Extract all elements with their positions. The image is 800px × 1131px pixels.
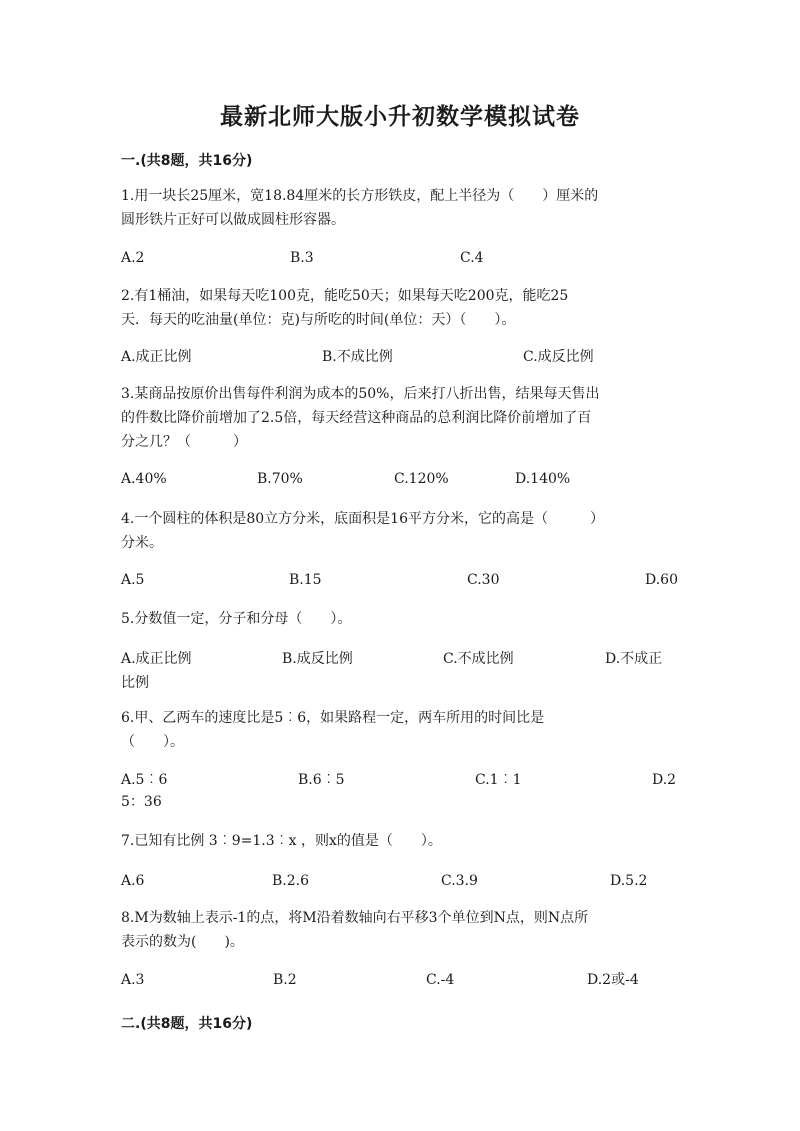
question-1 — [121, 184, 681, 232]
options-3 — [121, 467, 681, 491]
question-text: 4.一个圆柱的体积是80立方分米，底面积是16平方分米，它的高是（ ） — [121, 511, 604, 527]
question-5 — [121, 607, 681, 631]
option-b: B.2.6 — [272, 873, 310, 889]
options-2 — [121, 345, 681, 369]
question-text: 圆形铁片正好可以做成圆柱形容器。 — [121, 212, 345, 228]
question-text: 8.M为数轴上表示-1的点，将M沿着数轴向右平移3个单位到N点，则N点所 — [121, 910, 589, 926]
question-6 — [121, 706, 681, 754]
option-a: A.2 — [121, 250, 145, 266]
option-a: A.40% — [121, 471, 167, 487]
option-d-continuation: 比例 — [121, 675, 149, 691]
option-c: C.成反比例 — [523, 349, 594, 365]
option-c: C.不成比例 — [443, 651, 514, 667]
options-7 — [121, 869, 681, 893]
option-b: B.6︰5 — [298, 772, 345, 788]
question-text: 天．每天的吃油量(单位：克)与所吃的时间(单位：天）（ ）。 — [121, 312, 516, 328]
question-text: 分之几？（ ） — [121, 434, 247, 450]
question-8 — [121, 906, 681, 954]
question-3 — [121, 382, 681, 454]
option-d-continuation: 5：36 — [121, 794, 162, 810]
question-text: 的件数比降价前增加了2.5倍，每天经营这种商品的总利润比降价前增加了百 — [121, 410, 592, 426]
question-4 — [121, 507, 681, 555]
question-text: 5.分数值一定，分子和分母（ ）。 — [121, 611, 352, 627]
options-6 — [121, 768, 681, 792]
option-d: D.2或-4 — [587, 972, 639, 988]
option-a: A.成正比例 — [121, 651, 192, 667]
question-7 — [121, 829, 681, 853]
options-5 — [121, 647, 681, 671]
option-a: A.5 — [121, 572, 145, 588]
option-b: B.3 — [290, 250, 314, 266]
option-d: D.不成正 — [605, 651, 663, 667]
option-c: C.1︰1 — [475, 772, 522, 788]
option-b: B.70% — [257, 471, 303, 487]
option-b: B.不成比例 — [322, 349, 393, 365]
question-text: 6.甲、乙两车的速度比是5︰6，如果路程一定，两车所用的时间比是 — [121, 710, 545, 726]
option-c: C.30 — [467, 572, 500, 588]
question-2 — [121, 284, 681, 332]
option-b: B.15 — [289, 572, 322, 588]
question-text: 7.已知有比例 3︰9=1.3︰x ，则x的值是（ ）。 — [121, 833, 442, 849]
option-a: A.6 — [121, 873, 145, 889]
page-title: 最新北师大版小升初数学模拟试卷 — [220, 104, 580, 130]
option-a: A.3 — [121, 972, 145, 988]
question-text: 分米。 — [121, 535, 163, 551]
option-c: C.4 — [460, 250, 484, 266]
options-4 — [121, 568, 681, 592]
option-a: A.成正比例 — [121, 349, 192, 365]
question-text: 1.用一块长25厘米，宽18.84厘米的长方形铁皮，配上半径为（ ）厘米的 — [121, 188, 599, 204]
question-text: 2.有1桶油，如果每天吃100克，能吃50天；如果每天吃200克，能吃25 — [121, 288, 569, 304]
option-c: C.120% — [394, 471, 449, 487]
question-text: 表示的数为( )。 — [121, 934, 244, 950]
option-d: D.2 — [652, 772, 677, 788]
option-d: D.5.2 — [610, 873, 648, 889]
option-b: B.2 — [273, 972, 297, 988]
option-c: C.3.9 — [441, 873, 478, 889]
section-heading-2: 二.(共8题，共16分) — [121, 1016, 253, 1032]
option-c: C.-4 — [426, 972, 455, 988]
option-b: B.成反比例 — [282, 651, 353, 667]
option-a: A.5︰6 — [121, 772, 168, 788]
option-d: D.140% — [515, 471, 571, 487]
section-heading-1: 一.(共8题，共16分) — [121, 153, 253, 169]
question-text: 3.某商品按原价出售每件利润为成本的50%，后来打八折出售，结果每天售出 — [121, 386, 600, 402]
question-text: （ ）。 — [121, 734, 184, 750]
options-1 — [121, 246, 681, 270]
options-8 — [121, 968, 681, 992]
option-d: D.60 — [645, 572, 678, 588]
